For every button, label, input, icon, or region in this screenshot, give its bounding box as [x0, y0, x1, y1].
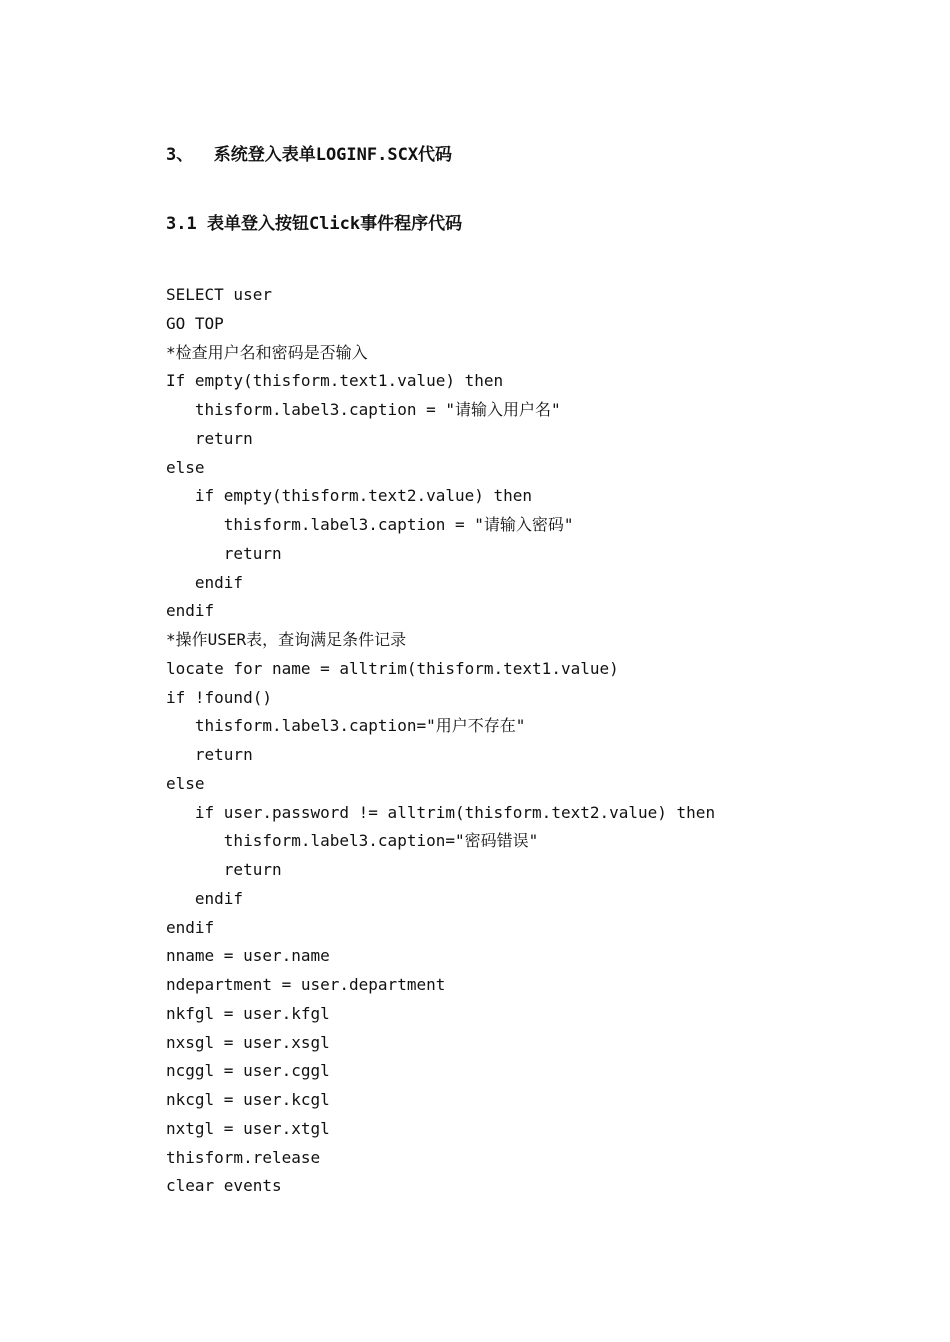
- code-line: if empty(thisform.text2.value) then: [166, 486, 533, 506]
- code-comment-line: *检查用户名和密码是否输入: [166, 342, 368, 362]
- code-line: GO TOP: [166, 313, 224, 333]
- code-block: [166, 281, 715, 1201]
- code-line: if !found(): [166, 687, 272, 707]
- code-comment-line: *操作USER表，查询满足条件记录: [166, 630, 407, 649]
- code-line: thisform.release: [166, 1147, 321, 1167]
- subsection-heading: 3.1 表单登入按钮Click事件程序代码: [166, 214, 463, 234]
- code-line: if user.password != alltrim(thisform.text2.value) then: [166, 802, 716, 822]
- code-line: clear events: [166, 1176, 282, 1196]
- code-line: endif: [166, 601, 215, 621]
- code-line: nkcgl = user.kcgl: [166, 1090, 330, 1109]
- code-line: return: [166, 428, 253, 448]
- code-line: else: [166, 773, 205, 793]
- code-line: nxtgl = user.xtgl: [166, 1118, 330, 1138]
- code-line: else: [166, 457, 205, 477]
- code-line: endif: [166, 572, 244, 592]
- code-line: If empty(thisform.text1.value) then: [166, 371, 504, 391]
- code-line: SELECT user: [166, 285, 272, 304]
- code-line: ncggl = user.cggl: [166, 1061, 330, 1081]
- section-heading: 3、 系统登入表单LOGINF.SCX代码: [166, 145, 453, 165]
- code-line: nname = user.name: [166, 946, 330, 966]
- code-line: thisform.label3.caption = "请输入用户名": [166, 400, 561, 419]
- code-line: nxsgl = user.xsgl: [166, 1032, 330, 1052]
- code-line: thisform.label3.caption="用户不存在": [166, 716, 526, 736]
- code-line: endif: [166, 917, 215, 937]
- code-line: endif: [166, 888, 244, 908]
- code-line: return: [166, 860, 282, 879]
- code-line: thisform.label3.caption="密码错误": [166, 831, 539, 851]
- code-line: ndepartment = user.department: [166, 975, 446, 994]
- code-line: return: [166, 543, 282, 563]
- code-line: nkfgl = user.kfgl: [166, 1003, 330, 1023]
- code-line: thisform.label3.caption = "请输入密码": [166, 515, 574, 534]
- code-line: return: [166, 745, 253, 764]
- code-line: locate for name = alltrim(thisform.text1.value): [166, 658, 619, 678]
